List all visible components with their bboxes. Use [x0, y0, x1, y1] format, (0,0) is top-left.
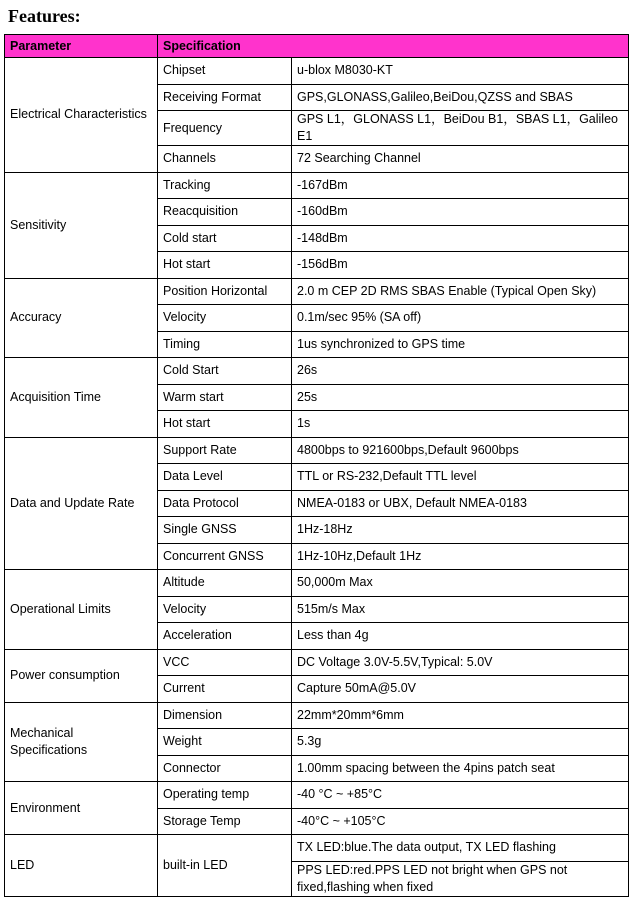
- row-value: 4800bps to 921600bps,Default 9600bps: [292, 437, 629, 464]
- row-label: Timing: [158, 331, 292, 358]
- table-body: [5, 58, 629, 897]
- row-value: 1.00mm spacing between the 4pins patch seat: [292, 755, 629, 782]
- row-label: Concurrent GNSS: [158, 543, 292, 570]
- table-header-row: [5, 35, 629, 58]
- group-label: Sensitivity: [5, 172, 158, 278]
- row-value: -40°C ~ +105°C: [292, 808, 629, 835]
- row-value: 1s: [292, 411, 629, 438]
- row-label: Receiving Format: [158, 84, 292, 111]
- row-value: 22mm*20mm*6mm: [292, 702, 629, 729]
- table-row: [5, 570, 629, 597]
- row-value: Capture 50mA@5.0V: [292, 676, 629, 703]
- table-row: [5, 278, 629, 305]
- row-value: 50,000m Max: [292, 570, 629, 597]
- row-value: -156dBm: [292, 252, 629, 279]
- group-label: Power consumption: [5, 649, 158, 702]
- row-label: Current: [158, 676, 292, 703]
- row-value: -40 °C ~ +85°C: [292, 782, 629, 809]
- row-label: Velocity: [158, 305, 292, 332]
- row-label: Data Level: [158, 464, 292, 491]
- row-value: 0.1m/sec 95% (SA off): [292, 305, 629, 332]
- row-value: NMEA-0183 or UBX, Default NMEA-0183: [292, 490, 629, 517]
- group-label: Mechanical Specifications: [5, 702, 158, 782]
- row-label: Warm start: [158, 384, 292, 411]
- header-parameter: Parameter: [5, 35, 158, 58]
- table-row: [5, 58, 629, 85]
- row-label: Acceleration: [158, 623, 292, 650]
- row-label: Chipset: [158, 58, 292, 85]
- row-value: u-blox M8030-KT: [292, 58, 629, 85]
- row-label: Cold Start: [158, 358, 292, 385]
- table-row: [5, 702, 629, 729]
- group-label: Operational Limits: [5, 570, 158, 650]
- row-value: -148dBm: [292, 225, 629, 252]
- table-row: [5, 835, 629, 862]
- table-row: [5, 437, 629, 464]
- row-value: 25s: [292, 384, 629, 411]
- header-specification: Specification: [158, 35, 629, 58]
- row-value: DC Voltage 3.0V-5.5V,Typical: 5.0V: [292, 649, 629, 676]
- row-value: 1Hz-18Hz: [292, 517, 629, 544]
- row-value: 72 Searching Channel: [292, 146, 629, 173]
- row-label: Operating temp: [158, 782, 292, 809]
- features-table: [4, 34, 629, 897]
- table-row: [5, 172, 629, 199]
- row-label: Frequency: [158, 111, 292, 146]
- row-label: Data Protocol: [158, 490, 292, 517]
- row-label: Dimension: [158, 702, 292, 729]
- row-label: Single GNSS: [158, 517, 292, 544]
- row-value: 515m/s Max: [292, 596, 629, 623]
- group-label: Acquisition Time: [5, 358, 158, 438]
- row-label: Support Rate: [158, 437, 292, 464]
- row-value: 5.3g: [292, 729, 629, 756]
- row-value: 2.0 m CEP 2D RMS SBAS Enable (Typical Open Sky): [292, 278, 629, 305]
- row-value: TX LED:blue.The data output, TX LED flashing: [292, 835, 629, 862]
- table-row: [5, 782, 629, 809]
- row-label: Connector: [158, 755, 292, 782]
- row-label: Velocity: [158, 596, 292, 623]
- row-label: Hot start: [158, 411, 292, 438]
- row-label: Reacquisition: [158, 199, 292, 226]
- group-label: Environment: [5, 782, 158, 835]
- row-label: Storage Temp: [158, 808, 292, 835]
- row-label: Channels: [158, 146, 292, 173]
- row-value: -160dBm: [292, 199, 629, 226]
- group-label: LED: [5, 835, 158, 897]
- row-label: Tracking: [158, 172, 292, 199]
- row-label: Position Horizontal: [158, 278, 292, 305]
- row-label: Cold start: [158, 225, 292, 252]
- table-row: [5, 358, 629, 385]
- row-label: Weight: [158, 729, 292, 756]
- row-value: PPS LED:red.PPS LED not bright when GPS not fixed,flashing when fixed: [292, 861, 629, 896]
- page-heading: Features:: [8, 6, 81, 26]
- group-label: Electrical Characteristics: [5, 58, 158, 173]
- row-value: Less than 4g: [292, 623, 629, 650]
- row-value: GPS L1，GLONASS L1，BeiDou B1，SBAS L1，Galileo E1: [292, 111, 629, 146]
- row-value: 26s: [292, 358, 629, 385]
- group-label: Data and Update Rate: [5, 437, 158, 570]
- table-row: [5, 649, 629, 676]
- group-label: Accuracy: [5, 278, 158, 358]
- row-value: 1Hz-10Hz,Default 1Hz: [292, 543, 629, 570]
- row-value: 1us synchronized to GPS time: [292, 331, 629, 358]
- row-label: VCC: [158, 649, 292, 676]
- row-label: Hot start: [158, 252, 292, 279]
- row-label: Altitude: [158, 570, 292, 597]
- row-value: TTL or RS-232,Default TTL level: [292, 464, 629, 491]
- row-value: -167dBm: [292, 172, 629, 199]
- row-label: built-in LED: [158, 835, 292, 897]
- row-value: GPS,GLONASS,Galileo,BeiDou,QZSS and SBAS: [292, 84, 629, 111]
